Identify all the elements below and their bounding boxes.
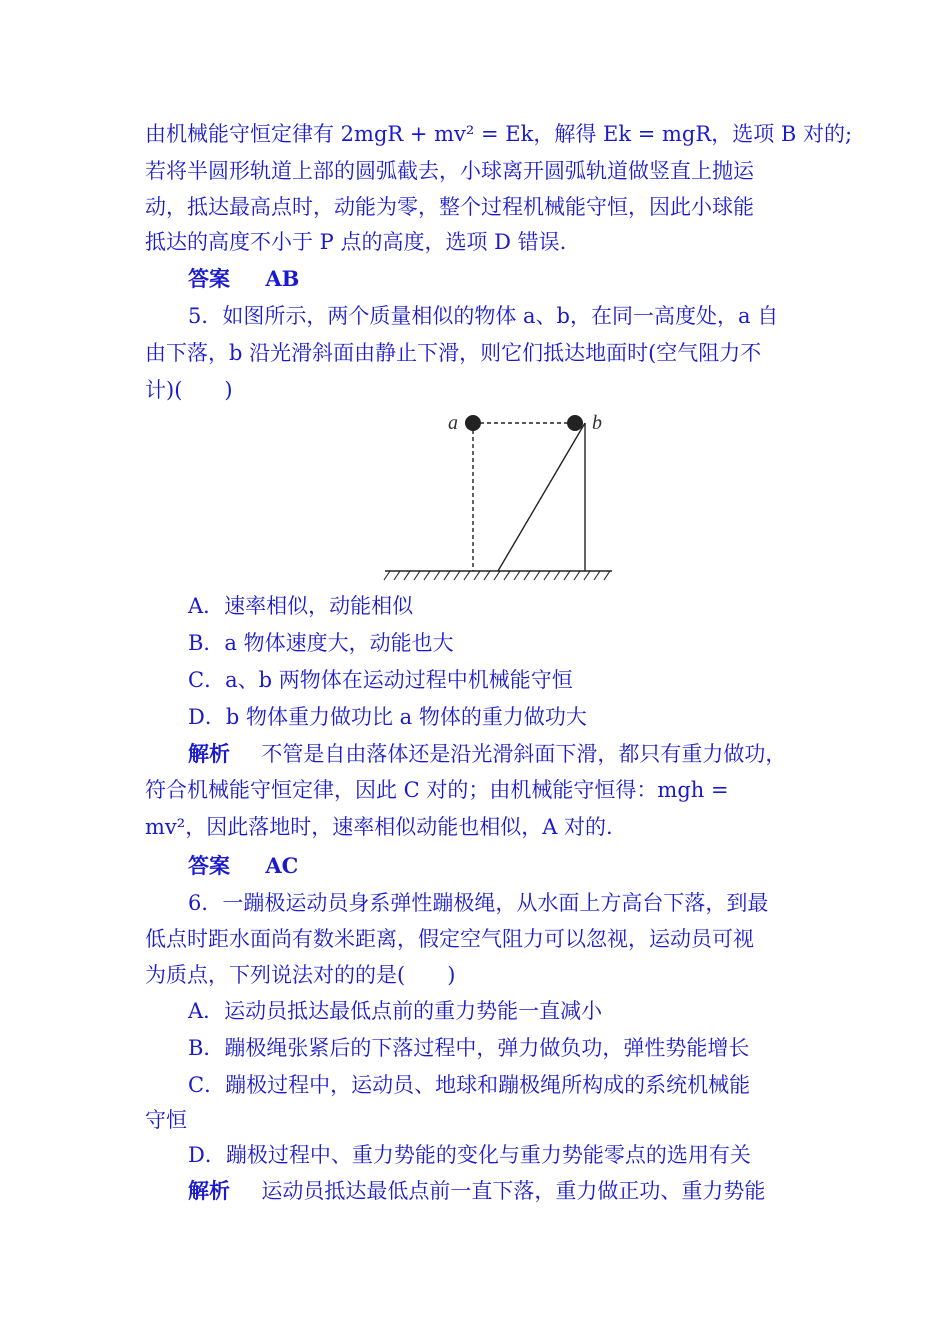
- ball-a: [465, 415, 481, 431]
- q5-analysis-line-2: 符合机械能守恒定律，因此 C 对的；由机械能守恒得：mgh =: [145, 778, 729, 802]
- q6-option-d: D．蹦极过程中、重力势能的变化与重力势能零点的选用有关: [188, 1143, 751, 1167]
- q6-stem-line-2: 低点时距水面尚有数米距离，假定空气阻力可以忽视，运动员可视: [145, 927, 754, 951]
- analysis-text: 运动员抵达最低点前一直下落，重力做正功、重力势能: [261, 1179, 766, 1203]
- answer-label: 答案: [188, 853, 230, 878]
- q5-option-b: B．a 物体速度大，动能也大: [188, 631, 454, 655]
- q5-analysis-line-1: [188, 740, 810, 768]
- label-b: b: [592, 412, 602, 434]
- q5-stem-line-1: 5．如图所示，两个质量相似的物体 a、b，在同一高度处，a 自: [188, 304, 779, 328]
- analysis-text: 不管是自由落体还是沿光滑斜面下滑，都只有重力做功，: [261, 742, 787, 766]
- q6-analysis-line-1: [188, 1177, 810, 1205]
- q4-analysis-line-2: 若将半圆形轨道上部的圆弧截去，小球离开圆弧轨道做竖直上抛运: [145, 159, 754, 183]
- q4-analysis-line-3: 动，抵达最高点时，动能为零，整个过程机械能守恒，因此小球能: [145, 195, 754, 219]
- analysis-label: 解析: [188, 741, 230, 766]
- q6-option-b: B．蹦极绳张紧后的下落过程中，弹力做负功，弹性势能增长: [188, 1036, 750, 1060]
- q6-stem-line-1: 6．一蹦极运动员身系弹性蹦极绳，从水面上方高台下落，到最: [188, 891, 769, 915]
- incline-slope: [498, 423, 585, 571]
- ball-b: [567, 415, 583, 431]
- q5-figure: [380, 405, 620, 585]
- answer-value: AC: [265, 853, 299, 878]
- q5-stem-line-3: 计)( ): [145, 378, 233, 402]
- q5-stem-line-2: 由下落，b 沿光滑斜面由静止下滑，则它们抵达地面时(空气阻力不: [145, 341, 762, 365]
- q5-option-d: D．b 物体重力做功比 a 物体的重力做功大: [188, 705, 587, 729]
- q4-answer: [188, 265, 810, 293]
- q6-stem-line-3: 为质点，下列说法对的的是( ): [145, 963, 456, 987]
- q5-option-a: A．速率相似，动能相似: [188, 594, 414, 618]
- q6-option-c-line-2: 守恒: [145, 1108, 187, 1132]
- answer-label: 答案: [188, 266, 230, 291]
- analysis-label: 解析: [188, 1178, 230, 1203]
- q4-analysis-line-4: 抵达的高度不小于 P 点的高度，选项 D 错误.: [145, 230, 567, 254]
- q6-option-a: A．运动员抵达最低点前的重力势能一直减小: [188, 999, 603, 1023]
- q4-analysis-line-1: 由机械能守恒定律有 2mgR + mv² = Ek，解得 Ek = mgR，选项 B 对的;: [145, 122, 853, 146]
- label-a: a: [448, 412, 458, 434]
- q5-option-c: C．a、b 两物体在运动过程中机械能守恒: [188, 668, 573, 692]
- q6-option-c-line-1: C．蹦极过程中，运动员、地球和蹦极绳所构成的系统机械能: [188, 1073, 751, 1097]
- q5-analysis-line-3: mv²，因此落地时，速率相似动能也相似，A 对的.: [145, 815, 613, 839]
- answer-value: AB: [265, 266, 300, 291]
- ground-hatching: [384, 571, 610, 580]
- q5-answer: [188, 852, 810, 880]
